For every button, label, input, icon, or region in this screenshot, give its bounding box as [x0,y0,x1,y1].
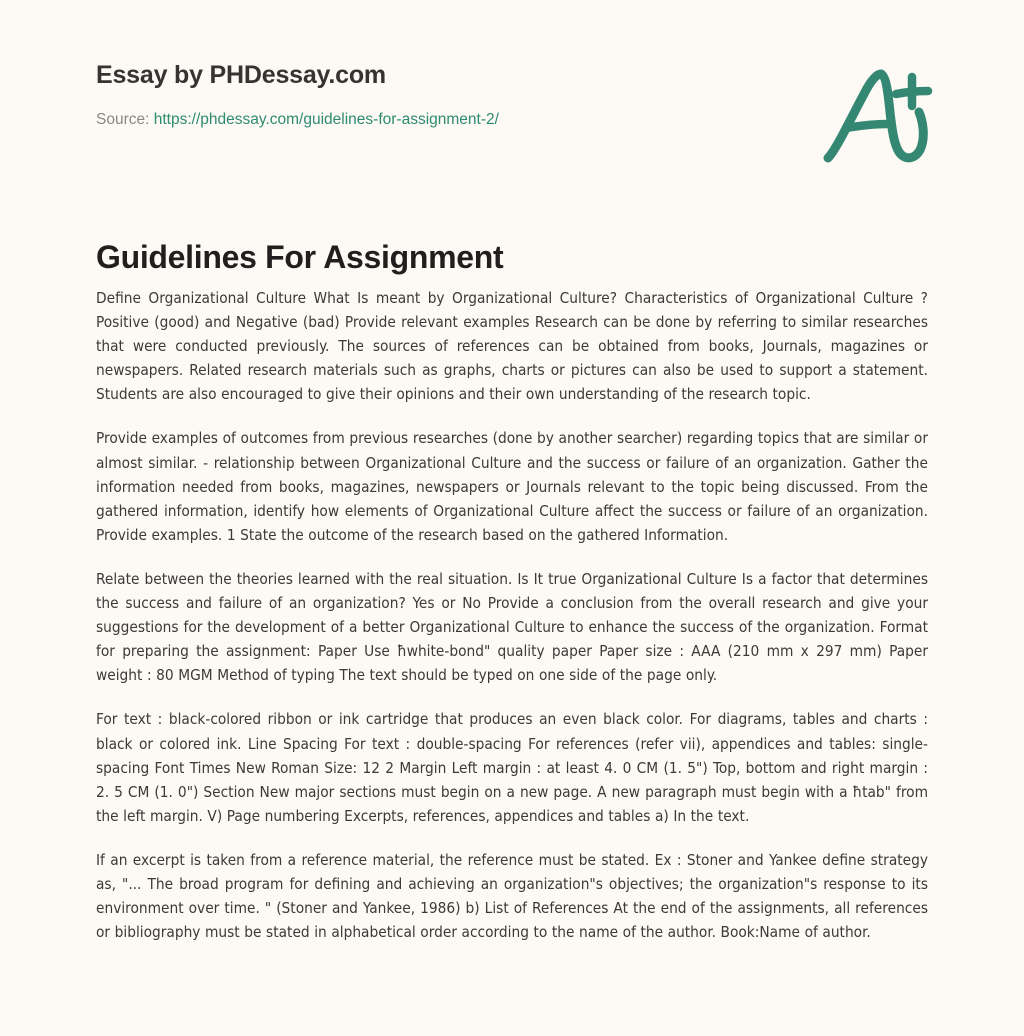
page-header [96,60,928,180]
brand-title: Essay by PHDessay.com [96,61,386,89]
body-paragraph: Relate between the theories learned with the real situation. Is It true Organizational Culture Is a factor that determines the success and failure of an organization? Yes or No Provide a conclusion from the overall research and give your suggestions for the development of a better Organizational Culture to enhance the success of the organization. Format for preparing the assignment: Paper Use ħwhite-bond" quality paper Paper size : AAA (210 mm x 297 mm) Paper weight : 80 MGM Method of typing The text should be typed on one side of the page only. [96,569,928,685]
source-url-link[interactable]: https://phdessay.com/guidelines-for-assignment-2/ [153,111,499,128]
source-label: Source: [96,111,150,128]
page-title: Guidelines For Assignment [96,239,504,276]
article-body [96,286,928,944]
body-paragraph: For text : black-colored ribbon or ink cartridge that produces an even black color. For diagrams, tables and charts : black or colored ink. Line Spacing For text : double-spacing For references (refer vii), appendices and tables: single-spacing Font Times New Roman Size: 12 2 Margin Left margin : at least 4. 0 CM (1. 5") Top, bottom and right margin : 2. 5 CM (1. 0") Section New major sections must begin on a new page. A new paragraph must begin with a ħtab" from the left margin. V) Page numbering Excerpts, references, appendices and tables a) In the text. [96,710,928,825]
source-line [96,110,928,130]
body-paragraph: Define Organizational Culture What Is meant by Organizational Culture? Characteristics of Organizational Culture ? Positive (good) and Negative (bad) Provide relevant examples Research can be done by referring to similar researches that were conducted previously. The sources of references can be obtained from books, Journals, magazines or newspapers. Related research materials such as graphs, charts or pictures can also be used to support a statement. Students are also encouraged to give their opinions and their own understanding of the research topic. [96,289,928,404]
body-paragraph: If an excerpt is taken from a reference material, the reference must be stated. Ex : Stoner and Yankee define strategy as, "... The broad program for defining and achieving an organization"s objectives; the organization"s response to its environment over time. " (Stoner and Yankee, 1986) b) List of References At the end of the assignments, all references or bibliography must be stated in alphabetical order according to the name of the author. Book:Name of author. [96,850,928,942]
body-paragraph: Provide examples of outcomes from previous researches (done by another searcher) regarding topics that are similar or almost similar. - relationship between Organizational Culture and the success or failure of an organization. Gather the information needed from books, magazines, newspapers or Journals relevant to the topic being discussed. From the gathered information, identify how elements of Organizational Culture affect the success or failure of an organization. Provide examples. 1 State the outcome of the research based on the gathered Information. [96,429,928,544]
